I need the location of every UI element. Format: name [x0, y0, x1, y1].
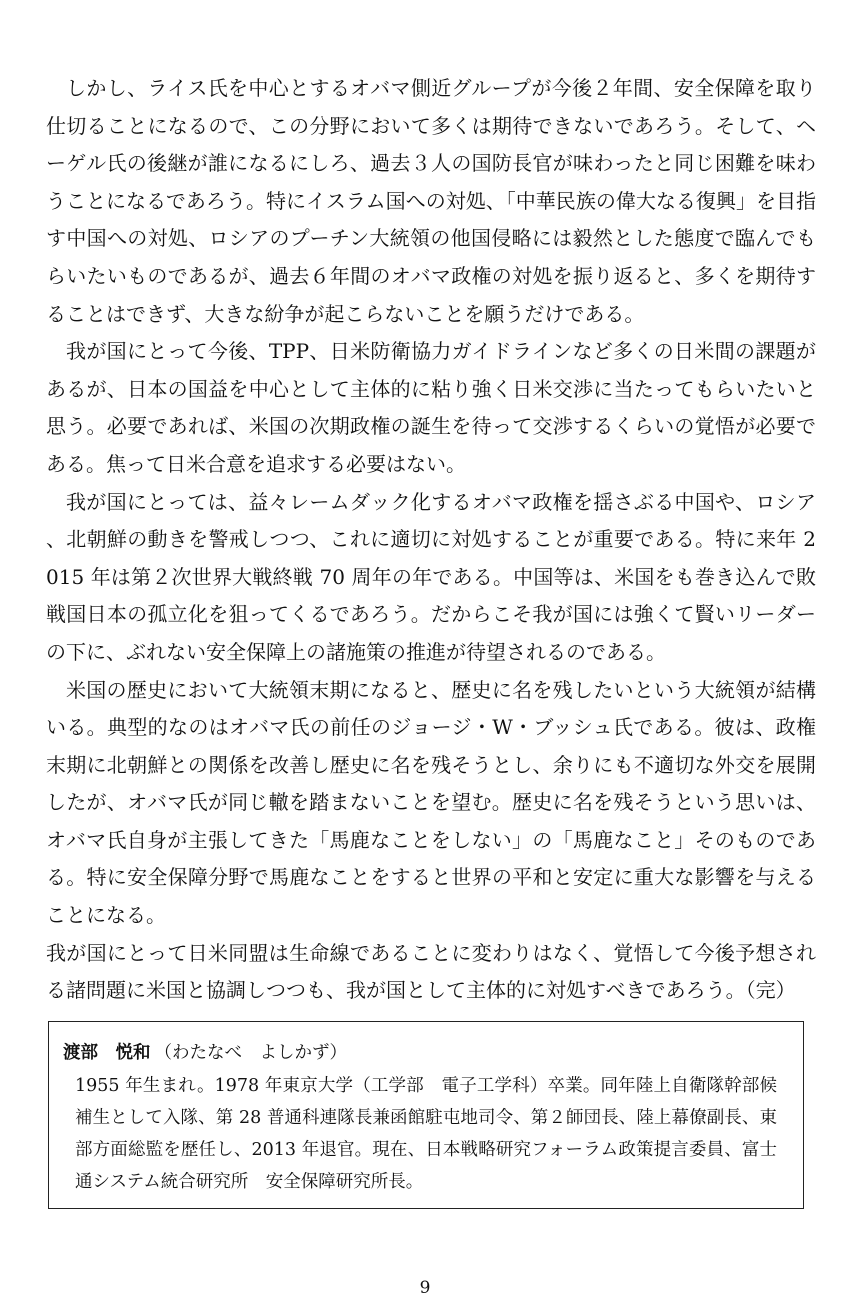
paragraph-2: 我が国にとって今後、TPP、日米防衛協力ガイドラインなど多くの日米間の課題があるが、日本の国益を中心として主体的に粘り強く日米交渉に当たってもらいたいと思う。必要であれば、米国の次期政権の誕生を待って交渉するくらいの覚悟が必要である。焦って日米合意を追求する必要はない。	[46, 339, 816, 476]
paragraph-4: 米国の歴史において大統領末期になると、歴史に名を残したいという大統領が結構いる。典型的なのはオバマ氏の前任のジョージ・W・ブッシュ氏である。彼は、政権末期に北朝鮮との関係を改善し歴史に名を残そうとし、余りにも不適切な外交を展開したが、オバマ氏が同じ轍を踏まないことを望む。歴史に名を残そうという思いは、オバマ氏自身が主張してきた「馬鹿なことをしない」の「馬鹿なこと」そのものである。特に安全保障分野で馬鹿なことをすると世界の平和と安定に重大な影響を与えることになる。	[46, 677, 816, 928]
paragraph-5: 我が国にとって日米同盟は生命線であることに変わりはなく、覚悟して今後予想される諸問題に米国と協調しつつも、我が国として主体的に対処すべきであろう。（完）	[46, 940, 816, 1003]
author-name: 渡部 悦和	[63, 1043, 151, 1063]
article-body	[46, 70, 816, 1010]
author-profile-box	[48, 1021, 804, 1209]
author-name-reading: （わたなべ よしかず）	[154, 1043, 347, 1063]
paragraph-3: 我が国にとっては、益々レームダック化するオバマ政権を揺さぶる中国や、ロシア、北朝鮮の動きを警戒しつつ、これに適切に対処することが重要である。特に来年 2015 年は第２次世界大戦終戦 70 周年の年である。中国等は、米国をも巻き込んで敗戦国日本の孤立化を狙ってくるであろう。だからこそ我が国には強くて賢いリーダーの下に、ぶれない安全保障上の諸施策の推進が待望されるのである。	[46, 489, 816, 664]
page-number: 9	[419, 1278, 431, 1298]
profile-heading	[63, 1040, 777, 1066]
author-biography: 1955 年生まれ。1978 年東京大学（工学部 電子工学科）卒業。同年陸上自衛隊幹部候補生として入隊、第 28 普通科連隊長兼函館駐屯地司令、第２師団長、陸上幕僚副長、東部方面総監を歴任し、2013 年退官。現在、日本戦略研究フォーラム政策提言委員、富士通システム統合研究所 安全保障研究所長。	[75, 1076, 777, 1192]
paragraph-1: しかし、ライス氏を中心とするオバマ側近グループが今後２年間、安全保障を取り仕切ることになるので、この分野において多くは期待できないであろう。そして、ヘーゲル氏の後継が誰になるにしろ、過去３人の国防長官が味わったと同じ困難を味わうことになるであろう。特にイスラム国への対処、「中華民族の偉大なる復興」を目指す中国への対処、ロシアのプーチン大統領の他国侵略には毅然とした態度で臨んでもらいたいものであるが、過去６年間のオバマ政権の対処を振り返ると、多くを期待することはできず、大きな紛争が起こらないことを願うだけである。	[46, 76, 816, 326]
